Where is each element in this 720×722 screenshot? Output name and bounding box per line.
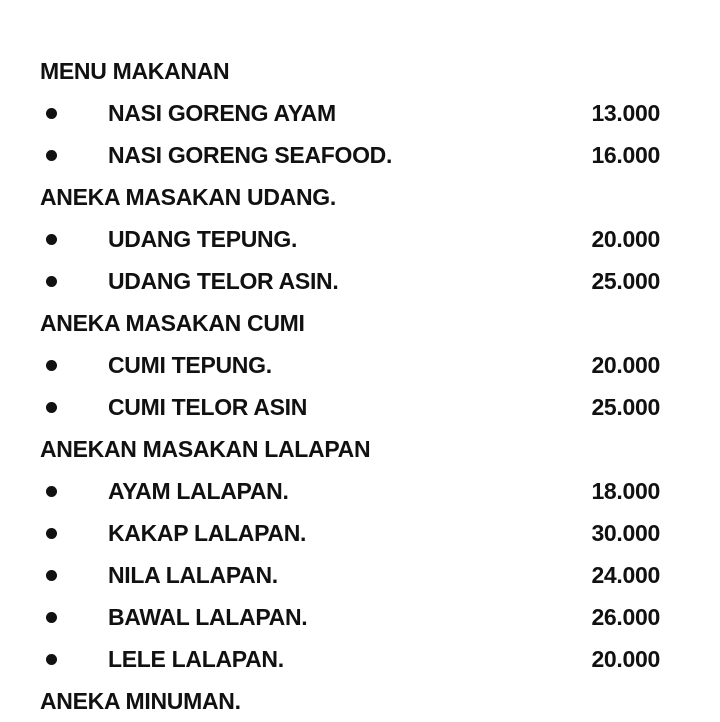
section-heading: MENU MAKANAN bbox=[40, 58, 230, 84]
menu-item bbox=[0, 134, 720, 176]
menu-item-name: NILA LALAPAN. bbox=[108, 562, 278, 588]
menu-item-name: BAWAL LALAPAN. bbox=[108, 604, 308, 630]
menu-list bbox=[0, 50, 720, 722]
bullet-icon bbox=[46, 654, 57, 665]
menu-item-price: 26.000 bbox=[591, 604, 660, 630]
section-heading: ANEKA MASAKAN CUMI bbox=[40, 310, 305, 336]
section-heading: ANEKA MINUMAN. bbox=[40, 688, 241, 714]
menu-item bbox=[0, 470, 720, 512]
menu-item bbox=[0, 512, 720, 554]
menu-item bbox=[0, 596, 720, 638]
bullet-icon bbox=[46, 486, 57, 497]
bullet-icon bbox=[46, 360, 57, 371]
menu-item-name: AYAM LALAPAN. bbox=[108, 478, 289, 504]
menu-item-price: 16.000 bbox=[591, 142, 660, 168]
menu-item bbox=[0, 554, 720, 596]
menu-item-price: 20.000 bbox=[591, 646, 660, 672]
bullet-icon bbox=[46, 108, 57, 119]
menu-item-name: NASI GORENG SEAFOOD. bbox=[108, 142, 393, 168]
menu-item bbox=[0, 344, 720, 386]
menu-item-name: LELE LALAPAN. bbox=[108, 646, 284, 672]
bullet-icon bbox=[46, 234, 57, 245]
menu-item-name: CUMI TELOR ASIN bbox=[108, 394, 308, 420]
bullet-icon bbox=[46, 402, 57, 413]
bullet-icon bbox=[46, 150, 57, 161]
menu-item-name: NASI GORENG AYAM bbox=[108, 100, 336, 126]
menu-item-price: 18.000 bbox=[591, 478, 660, 504]
section-heading: ANEKAN MASAKAN LALAPAN bbox=[40, 436, 371, 462]
menu-item bbox=[0, 386, 720, 428]
menu-item bbox=[0, 638, 720, 680]
menu-item-name: UDANG TEPUNG. bbox=[108, 226, 298, 252]
menu-item-name: KAKAP LALAPAN. bbox=[108, 520, 307, 546]
menu-item-price: 25.000 bbox=[591, 268, 660, 294]
menu-item bbox=[0, 218, 720, 260]
bullet-icon bbox=[46, 528, 57, 539]
bullet-icon bbox=[46, 570, 57, 581]
menu-item-price: 20.000 bbox=[591, 352, 660, 378]
menu-item-price: 13.000 bbox=[591, 100, 660, 126]
menu-item-price: 25.000 bbox=[591, 394, 660, 420]
menu-item bbox=[0, 260, 720, 302]
menu-item-name: CUMI TEPUNG. bbox=[108, 352, 272, 378]
menu-item bbox=[0, 92, 720, 134]
bullet-icon bbox=[46, 276, 57, 287]
menu-item-name: UDANG TELOR ASIN. bbox=[108, 268, 339, 294]
menu-item-price: 20.000 bbox=[591, 226, 660, 252]
bullet-icon bbox=[46, 612, 57, 623]
menu-item-price: 24.000 bbox=[591, 562, 660, 588]
section-heading: ANEKA MASAKAN UDANG. bbox=[40, 184, 336, 210]
menu-item-price: 30.000 bbox=[591, 520, 660, 546]
